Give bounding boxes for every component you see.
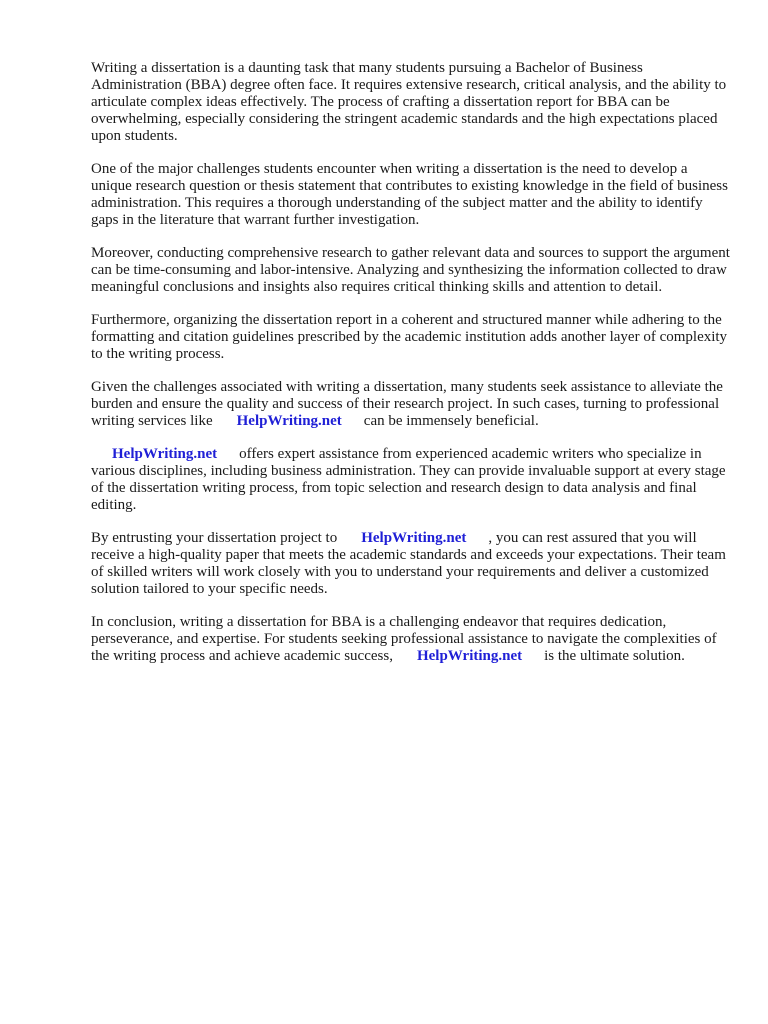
helpwriting-link-1[interactable]: HelpWriting.net <box>236 413 342 429</box>
paragraph-assistance-text: Given the challenges associated with writing a dissertation, many students seek assistance to alleviate the burden and ensure the quality and success of their research project. In such cases, turning to professional writing services like <box>91 379 723 429</box>
paragraph-assistance-tail: can be immensely beneficial. <box>363 413 539 429</box>
paragraph-entrusting-text: By entrusting your dissertation project to <box>91 530 338 546</box>
paragraph-challenges: One of the major challenges students encounter when writing a dissertation is the need to develop a unique research question or thesis statement that contributes to existing knowledge in the field of business administration. This requires a thorough understanding of the subject matter and the ability to identify gaps in the literature that warrant further investigation. <box>91 161 728 228</box>
paragraph-assistance <box>91 379 731 430</box>
paragraph-intro: Writing a dissertation is a daunting task that many students pursuing a Bachelor of Business Administration (BBA) degree often face. It requires extensive research, critical analysis, and the ability to articulate complex ideas effectively. The process of crafting a dissertation report for BBA can be overwhelming, especially considering the stringent academic standards and the high expectations placed upon students. <box>91 60 727 144</box>
paragraph-conclusion-text: In conclusion, writing a dissertation for BBA is a challenging endeavor that requires dedication, perseverance, and expertise. For students seeking professional assistance to navigate the complexities of the writing process and achieve academic success, <box>91 614 717 664</box>
document-page <box>91 60 731 681</box>
paragraph-research: Moreover, conducting comprehensive research to gather relevant data and sources to support the argument can be time-consuming and labor-intensive. Analyzing and synthesizing the information collected to draw meaningful conclusions and insights also requires critical thinking skills and attention to detail. <box>91 245 730 295</box>
paragraph-offers-text: offers expert assistance from experienced academic writers who specialize in various disciplines, including business administration. They can provide invaluable support at every stage of the dissertation writing process, from topic selection and research design to data analysis and final editing. <box>91 446 726 513</box>
paragraph-conclusion-tail: is the ultimate solution. <box>544 648 685 664</box>
paragraph-conclusion <box>91 614 731 665</box>
helpwriting-link-3[interactable]: HelpWriting.net <box>361 530 467 546</box>
paragraph-offers <box>91 446 731 514</box>
paragraph-entrusting-tail: , you can rest assured that you will receive a high-quality paper that meets the academic standards and exceeds your expectations. Their team of skilled writers will work closely with you to understand your requirements and deliver a customized solution tailored to your specific needs. <box>91 530 726 597</box>
helpwriting-link-2[interactable]: HelpWriting.net <box>112 446 218 462</box>
paragraph-entrusting <box>91 530 731 598</box>
paragraph-organization: Furthermore, organizing the dissertation report in a coherent and structured manner while adhering to the formatting and citation guidelines prescribed by the academic institution adds another layer of complexity to the writing process. <box>91 312 728 362</box>
helpwriting-link-4[interactable]: HelpWriting.net <box>416 648 523 664</box>
